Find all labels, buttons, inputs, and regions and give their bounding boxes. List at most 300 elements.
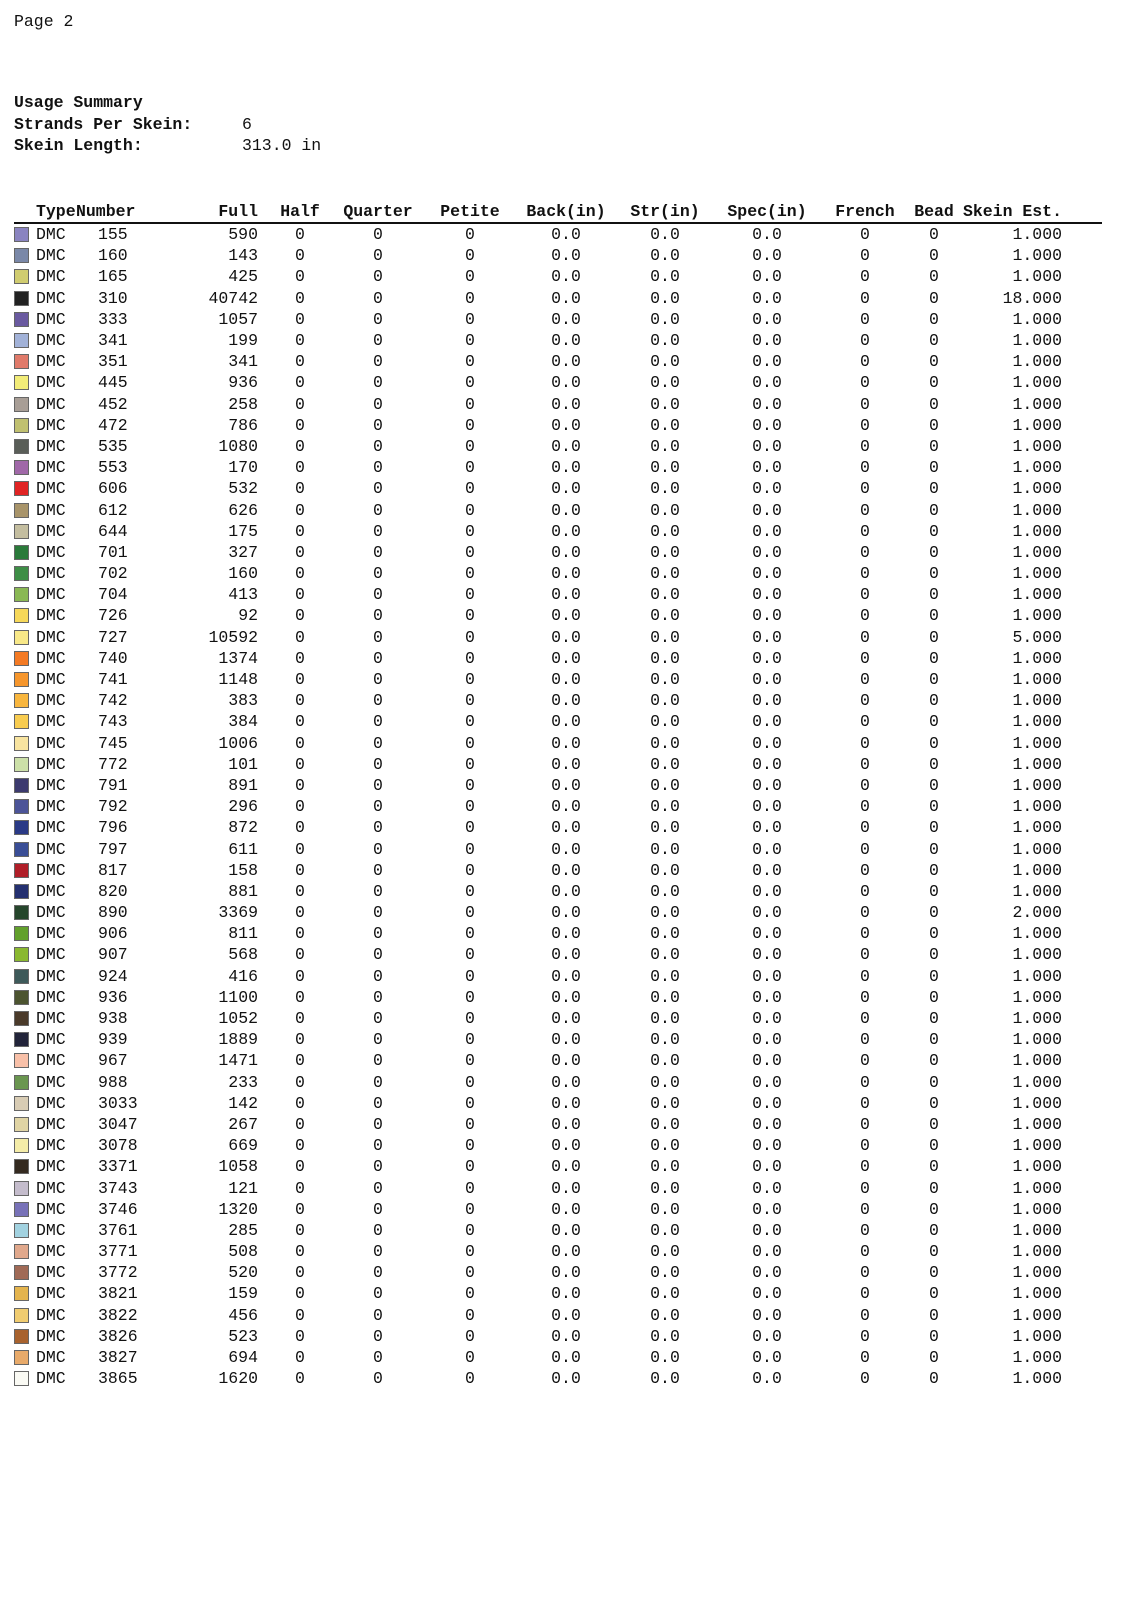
cell-number: 988 [98,1072,128,1092]
cell-spec: 0.0 [752,775,782,795]
table-row [14,987,1102,1008]
cell-half: 0 [295,1009,305,1029]
cell-full: 384 [228,712,258,732]
cell-french: 0 [860,987,870,1007]
table-row [14,266,1102,287]
cell-bead: 0 [929,1009,939,1029]
table-row [14,902,1102,923]
cell-back: 0.0 [551,648,581,668]
color-swatch [14,736,29,751]
swatch-cell [14,1244,36,1259]
cell-half: 0 [295,797,305,817]
cell-french: 0 [860,288,870,308]
cell-spec: 0.0 [752,733,782,753]
table-row [14,838,1102,859]
cell-full: 170 [228,458,258,478]
cell-type: DMC [36,288,66,308]
cell-full: 121 [228,1178,258,1198]
cell-quarter: 0 [373,585,383,605]
cell-quarter: 0 [373,1093,383,1113]
cell-spec: 0.0 [752,1348,782,1368]
table-row [14,224,1102,245]
swatch-cell [14,926,36,941]
cell-french: 0 [860,775,870,795]
swatch-cell [14,969,36,984]
cell-quarter: 0 [373,1242,383,1262]
cell-type: DMC [36,860,66,880]
cell-full: 416 [228,966,258,986]
cell-number: 791 [98,775,128,795]
cell-skein-est: 1.000 [1012,1030,1062,1050]
color-swatch [14,227,29,242]
cell-skein-est: 1.000 [1012,1178,1062,1198]
cell-petite: 0 [465,352,475,372]
cell-spec: 0.0 [752,436,782,456]
cell-back: 0.0 [551,924,581,944]
cell-petite: 0 [465,860,475,880]
cell-spec: 0.0 [752,394,782,414]
cell-back: 0.0 [551,309,581,329]
cell-full: 590 [228,225,258,245]
cell-half: 0 [295,987,305,1007]
cell-half: 0 [295,648,305,668]
cell-back: 0.0 [551,1242,581,1262]
cell-half: 0 [295,1348,305,1368]
cell-skein-est: 1.000 [1012,670,1062,690]
swatch-cell [14,1329,36,1344]
cell-type: DMC [36,1178,66,1198]
cell-back: 0.0 [551,1369,581,1389]
cell-full: 891 [228,775,258,795]
cell-number: 742 [98,691,128,711]
cell-half: 0 [295,1178,305,1198]
cell-spec: 0.0 [752,288,782,308]
table-row [14,1262,1102,1283]
cell-str: 0.0 [650,521,680,541]
cell-french: 0 [860,1051,870,1071]
cell-type: DMC [36,1157,66,1177]
cell-petite: 0 [465,754,475,774]
cell-french: 0 [860,818,870,838]
cell-number: 817 [98,860,128,880]
swatch-cell [14,608,36,623]
cell-str: 0.0 [650,797,680,817]
cell-back: 0.0 [551,352,581,372]
cell-spec: 0.0 [752,1305,782,1325]
cell-petite: 0 [465,1263,475,1283]
cell-petite: 0 [465,945,475,965]
cell-half: 0 [295,1220,305,1240]
swatch-cell [14,1202,36,1217]
cell-back: 0.0 [551,670,581,690]
cell-spec: 0.0 [752,860,782,880]
color-swatch [14,1181,29,1196]
cell-full: 523 [228,1326,258,1346]
cell-petite: 0 [465,331,475,351]
cell-number: 924 [98,966,128,986]
table-row [14,1199,1102,1220]
swatch-cell [14,1075,36,1090]
cell-quarter: 0 [373,797,383,817]
cell-back: 0.0 [551,542,581,562]
cell-full: 175 [228,521,258,541]
swatch-cell [14,269,36,284]
cell-back: 0.0 [551,775,581,795]
cell-quarter: 0 [373,1263,383,1283]
cell-type: DMC [36,1369,66,1389]
cell-type: DMC [36,1263,66,1283]
cell-back: 0.0 [551,754,581,774]
cell-spec: 0.0 [752,309,782,329]
cell-number: 606 [98,479,128,499]
color-swatch [14,1075,29,1090]
cell-french: 0 [860,436,870,456]
cell-petite: 0 [465,1157,475,1177]
cell-str: 0.0 [650,1199,680,1219]
swatch-cell [14,799,36,814]
cell-quarter: 0 [373,564,383,584]
cell-petite: 0 [465,881,475,901]
cell-spec: 0.0 [752,415,782,435]
cell-half: 0 [295,246,305,266]
table-row [14,860,1102,881]
cell-french: 0 [860,1263,870,1283]
cell-half: 0 [295,966,305,986]
cell-number: 745 [98,733,128,753]
cell-half: 0 [295,1030,305,1050]
cell-petite: 0 [465,288,475,308]
cell-str: 0.0 [650,606,680,626]
color-swatch [14,248,29,263]
cell-type: DMC [36,1093,66,1113]
table-row [14,881,1102,902]
table-row [14,372,1102,393]
cell-back: 0.0 [551,1178,581,1198]
skein-length-label: Skein Length: [14,136,143,155]
cell-str: 0.0 [650,691,680,711]
color-swatch [14,481,29,496]
swatch-cell [14,1032,36,1047]
cell-back: 0.0 [551,1220,581,1240]
cell-str: 0.0 [650,924,680,944]
cell-bead: 0 [929,1326,939,1346]
cell-skein-est: 1.000 [1012,585,1062,605]
cell-full: 143 [228,246,258,266]
cell-number: 341 [98,331,128,351]
cell-bead: 0 [929,733,939,753]
cell-number: 967 [98,1051,128,1071]
cell-petite: 0 [465,903,475,923]
cell-str: 0.0 [650,987,680,1007]
cell-petite: 0 [465,394,475,414]
cell-skein-est: 18.000 [1002,288,1062,308]
cell-spec: 0.0 [752,1199,782,1219]
cell-number: 3078 [98,1136,138,1156]
cell-number: 452 [98,394,128,414]
cell-spec: 0.0 [752,373,782,393]
cell-petite: 0 [465,373,475,393]
table-row [14,1029,1102,1050]
cell-half: 0 [295,479,305,499]
cell-str: 0.0 [650,1051,680,1071]
cell-type: DMC [36,479,66,499]
cell-spec: 0.0 [752,987,782,1007]
cell-bead: 0 [929,839,939,859]
cell-back: 0.0 [551,839,581,859]
table-row [14,288,1102,309]
cell-half: 0 [295,225,305,245]
cell-bead: 0 [929,754,939,774]
cell-quarter: 0 [373,415,383,435]
cell-str: 0.0 [650,670,680,690]
cell-petite: 0 [465,479,475,499]
cell-spec: 0.0 [752,479,782,499]
cell-half: 0 [295,500,305,520]
cell-full: 568 [228,945,258,965]
cell-quarter: 0 [373,606,383,626]
cell-bead: 0 [929,585,939,605]
cell-quarter: 0 [373,1348,383,1368]
cell-str: 0.0 [650,1284,680,1304]
cell-str: 0.0 [650,1305,680,1325]
cell-full: 669 [228,1136,258,1156]
cell-number: 907 [98,945,128,965]
cell-half: 0 [295,1326,305,1346]
swatch-cell [14,905,36,920]
swatch-cell [14,1096,36,1111]
color-swatch [14,1117,29,1132]
cell-bead: 0 [929,1305,939,1325]
cell-back: 0.0 [551,966,581,986]
cell-french: 0 [860,521,870,541]
cell-type: DMC [36,881,66,901]
cell-number: 3822 [98,1305,138,1325]
cell-back: 0.0 [551,1072,581,1092]
cell-number: 3033 [98,1093,138,1113]
color-swatch [14,947,29,962]
cell-spec: 0.0 [752,500,782,520]
table-row [14,415,1102,436]
table-row [14,478,1102,499]
cell-back: 0.0 [551,606,581,626]
cell-skein-est: 1.000 [1012,712,1062,732]
cell-full: 1052 [218,1009,258,1029]
cell-spec: 0.0 [752,712,782,732]
cell-skein-est: 1.000 [1012,1093,1062,1113]
cell-bead: 0 [929,1348,939,1368]
cell-back: 0.0 [551,225,581,245]
cell-str: 0.0 [650,458,680,478]
cell-type: DMC [36,797,66,817]
cell-skein-est: 1.000 [1012,309,1062,329]
cell-quarter: 0 [373,648,383,668]
col-str-header: Str(in) [630,201,700,221]
cell-french: 0 [860,606,870,626]
cell-bead: 0 [929,627,939,647]
cell-bead: 0 [929,436,939,456]
swatch-cell [14,1159,36,1174]
cell-skein-est: 1.000 [1012,1051,1062,1071]
cell-french: 0 [860,670,870,690]
table-row [14,1368,1102,1389]
table-row [14,648,1102,669]
cell-petite: 0 [465,309,475,329]
cell-skein-est: 1.000 [1012,924,1062,944]
cell-quarter: 0 [373,352,383,372]
table-row [14,330,1102,351]
swatch-cell [14,1011,36,1026]
color-swatch [14,503,29,518]
cell-half: 0 [295,691,305,711]
table-row [14,605,1102,626]
cell-str: 0.0 [650,288,680,308]
cell-french: 0 [860,1157,870,1177]
cell-petite: 0 [465,712,475,732]
cell-quarter: 0 [373,1136,383,1156]
cell-back: 0.0 [551,436,581,456]
strands-label: Strands Per Skein: [14,114,193,134]
cell-skein-est: 1.000 [1012,542,1062,562]
cell-half: 0 [295,352,305,372]
cell-str: 0.0 [650,1326,680,1346]
cell-str: 0.0 [650,1114,680,1134]
table-row [14,457,1102,478]
cell-back: 0.0 [551,1305,581,1325]
cell-french: 0 [860,267,870,287]
cell-spec: 0.0 [752,627,782,647]
cell-full: 160 [228,564,258,584]
color-swatch [14,291,29,306]
cell-french: 0 [860,839,870,859]
cell-bead: 0 [929,966,939,986]
cell-back: 0.0 [551,691,581,711]
cell-half: 0 [295,945,305,965]
color-swatch [14,905,29,920]
cell-quarter: 0 [373,521,383,541]
color-swatch [14,842,29,857]
cell-back: 0.0 [551,564,581,584]
col-type-header: Type [36,201,76,221]
cell-type: DMC [36,309,66,329]
cell-bead: 0 [929,500,939,520]
cell-str: 0.0 [650,945,680,965]
table-body [14,224,1102,1389]
cell-half: 0 [295,733,305,753]
cell-spec: 0.0 [752,670,782,690]
swatch-cell [14,524,36,539]
cell-quarter: 0 [373,860,383,880]
cell-quarter: 0 [373,1157,383,1177]
cell-bead: 0 [929,648,939,668]
cell-number: 727 [98,627,128,647]
cell-petite: 0 [465,1072,475,1092]
cell-back: 0.0 [551,1009,581,1029]
cell-back: 0.0 [551,733,581,753]
cell-back: 0.0 [551,1199,581,1219]
cell-quarter: 0 [373,1369,383,1389]
cell-bead: 0 [929,373,939,393]
cell-full: 40742 [208,288,258,308]
cell-spec: 0.0 [752,1220,782,1240]
cell-skein-est: 1.000 [1012,331,1062,351]
cell-full: 199 [228,331,258,351]
cell-type: DMC [36,1199,66,1219]
color-swatch [14,1350,29,1365]
table-row [14,436,1102,457]
color-swatch [14,608,29,623]
cell-bead: 0 [929,458,939,478]
cell-petite: 0 [465,1326,475,1346]
cell-str: 0.0 [650,415,680,435]
cell-half: 0 [295,818,305,838]
cell-type: DMC [36,394,66,414]
cell-half: 0 [295,585,305,605]
usage-table [14,200,1102,1389]
cell-full: 285 [228,1220,258,1240]
cell-number: 936 [98,987,128,1007]
cell-skein-est: 1.000 [1012,775,1062,795]
color-swatch [14,651,29,666]
color-swatch [14,926,29,941]
cell-french: 0 [860,373,870,393]
table-row [14,923,1102,944]
swatch-cell [14,1371,36,1386]
cell-type: DMC [36,945,66,965]
cell-skein-est: 1.000 [1012,1114,1062,1134]
cell-skein-est: 1.000 [1012,1072,1062,1092]
color-swatch [14,863,29,878]
swatch-cell [14,693,36,708]
cell-type: DMC [36,1220,66,1240]
table-row [14,245,1102,266]
cell-str: 0.0 [650,246,680,266]
cell-skein-est: 1.000 [1012,797,1062,817]
cell-petite: 0 [465,1093,475,1113]
cell-full: 626 [228,500,258,520]
cell-bead: 0 [929,1369,939,1389]
cell-quarter: 0 [373,1284,383,1304]
table-row [14,944,1102,965]
cell-spec: 0.0 [752,1284,782,1304]
table-row [14,1241,1102,1262]
cell-full: 508 [228,1242,258,1262]
cell-quarter: 0 [373,394,383,414]
cell-bead: 0 [929,924,939,944]
table-row [14,309,1102,330]
cell-bead: 0 [929,415,939,435]
cell-petite: 0 [465,1220,475,1240]
cell-str: 0.0 [650,627,680,647]
col-french-header: French [835,201,895,221]
color-swatch [14,1244,29,1259]
cell-type: DMC [36,246,66,266]
cell-full: 1100 [218,987,258,1007]
table-header [14,200,1102,224]
cell-french: 0 [860,648,870,668]
cell-skein-est: 1.000 [1012,1157,1062,1177]
cell-bead: 0 [929,945,939,965]
cell-full: 425 [228,267,258,287]
swatch-cell [14,375,36,390]
cell-bead: 0 [929,987,939,1007]
cell-spec: 0.0 [752,458,782,478]
cell-french: 0 [860,585,870,605]
cell-half: 0 [295,267,305,287]
color-swatch [14,1308,29,1323]
cell-half: 0 [295,309,305,329]
cell-number: 740 [98,648,128,668]
color-swatch [14,397,29,412]
